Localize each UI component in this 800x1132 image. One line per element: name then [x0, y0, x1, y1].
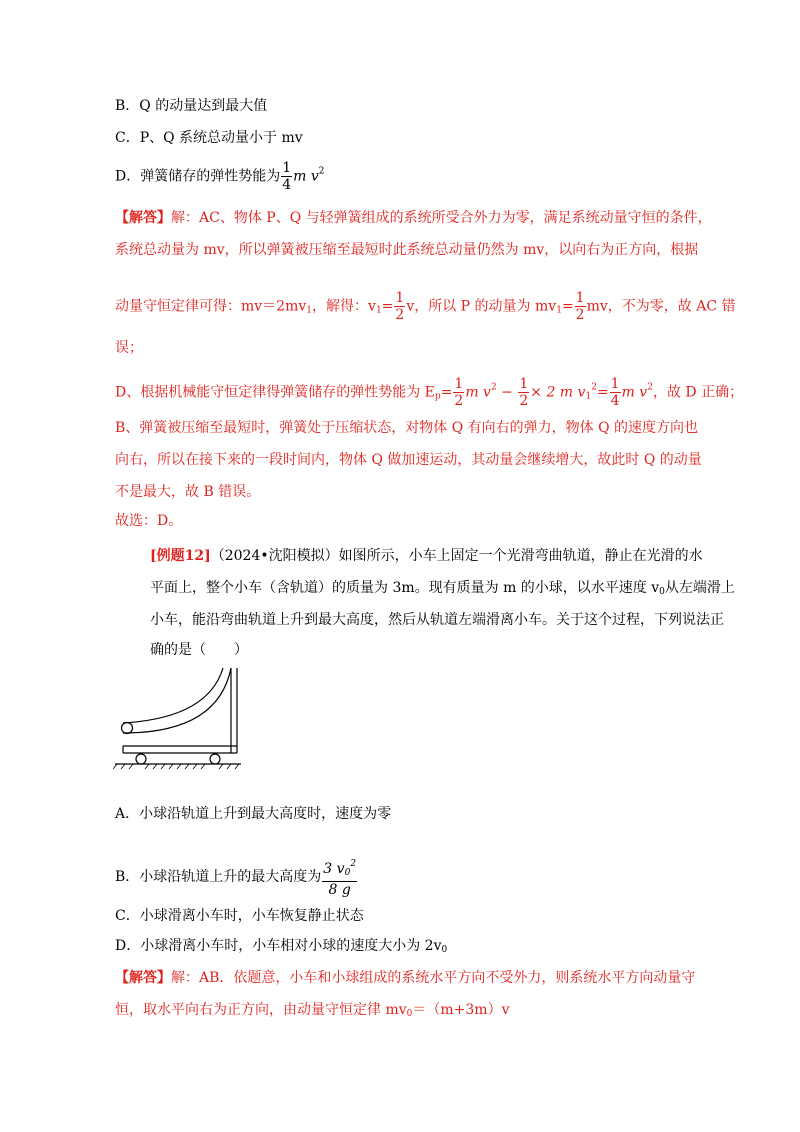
answer-tag: 【解答】 [115, 210, 171, 226]
answer-line: 向右，所以在接下来的一段时间内，物体 Q 做加速运动，其动量会继续增大，故此时 Q 的动量 [115, 452, 702, 468]
option-d: D．小球滑离小车时，小车相对小球的速度大小为 $2v_0$ [115, 938, 448, 955]
answer-line: 恒，取水平向右为正方向，由动量守恒定律 $mv_0=(m+3m)v$ [115, 1002, 510, 1019]
question-12-line: 小车，能沿弯曲轨道上升到最大高度，然后从轨道左端滑离小车。关于这个过程，下列说法正 [150, 612, 724, 628]
option-b: B．小球沿轨道上升的最大高度为 $\frac{3 v_0^2}{8 g}$ [115, 856, 358, 898]
question-12-line: 确的是（ ） [150, 642, 248, 658]
answer-line: 【解答】解：AB．依题意，小车和小球组成的系统水平方向不受外力，则系统水平方向动量守 [115, 970, 696, 986]
wheel [136, 754, 146, 764]
option-c: C．P、Q 系统总动量小于 mv [115, 130, 303, 146]
answer-line: 动量守恒定律可得：$mv=2mv_1$，解得：$v_1=$ $\frac{1}{2}$ v，所以 P 的动量为 $mv_1=$ $\frac{1}{2}$ mv，不为零，故 AC 错 [115, 290, 736, 323]
answer-line: 不是最大，故 B 错误。 [115, 484, 261, 500]
cart-track-figure [113, 663, 243, 773]
fraction: $\frac{1}{4}$ [282, 160, 292, 193]
answer-line: D、根据机械能守恒定律得弹簧储存的弹性势能为 $E_p=$ $\frac{1}{2}$ m $v^2$ − $\frac{1}{2}$ × 2 m $v_1^2=$ $\frac{1}{4}$ m $v^2$，故 D 正确； [115, 376, 744, 409]
option-b: B．Q 的动量达到最大值 [115, 98, 268, 114]
option-a: A．小球沿轨道上升到最大高度时，速度为零 [115, 806, 392, 822]
option-d: D．弹簧储存的弹性势能为 $\frac{1}{4}$ m $v^2$ [115, 160, 325, 193]
wheel [210, 754, 220, 764]
answer-line: 故选：D。 [115, 513, 183, 529]
question-12-line: [例题12]（2024•沈阳模拟）如图所示，小车上固定一个光滑弯曲轨道，静止在光滑的水 [150, 548, 703, 564]
answer-line: 系统总动量为 mv，所以弹簧被压缩至最短时此系统总动量仍然为 mv，以向右为正方向，根据 [115, 242, 699, 258]
answer-tag: 【解答】 [115, 970, 171, 986]
answer-line: 误； [115, 340, 143, 356]
answer-line: 【解答】解：AC、物体 P、Q 与轻弹簧组成的系统所受合外力为零，满足系统动量守恒的条件， [115, 210, 712, 226]
ball [122, 723, 133, 734]
question-12-line: 平面上，整个小车（含轨道）的质量为 3m。现有质量为 m 的小球，以水平速度 $v_0$从左端滑上 [150, 580, 735, 597]
track-outer-curve [123, 668, 231, 733]
option-c: C．小球滑离小车时，小车恢复静止状态 [115, 908, 364, 924]
track-inner-curve [123, 668, 223, 723]
answer-line: B、弹簧被压缩至最短时，弹簧处于压缩状态，对物体 Q 有向右的弹力，物体 Q 的速度方向也 [115, 420, 699, 436]
example-tag: [例题12] [150, 548, 211, 564]
